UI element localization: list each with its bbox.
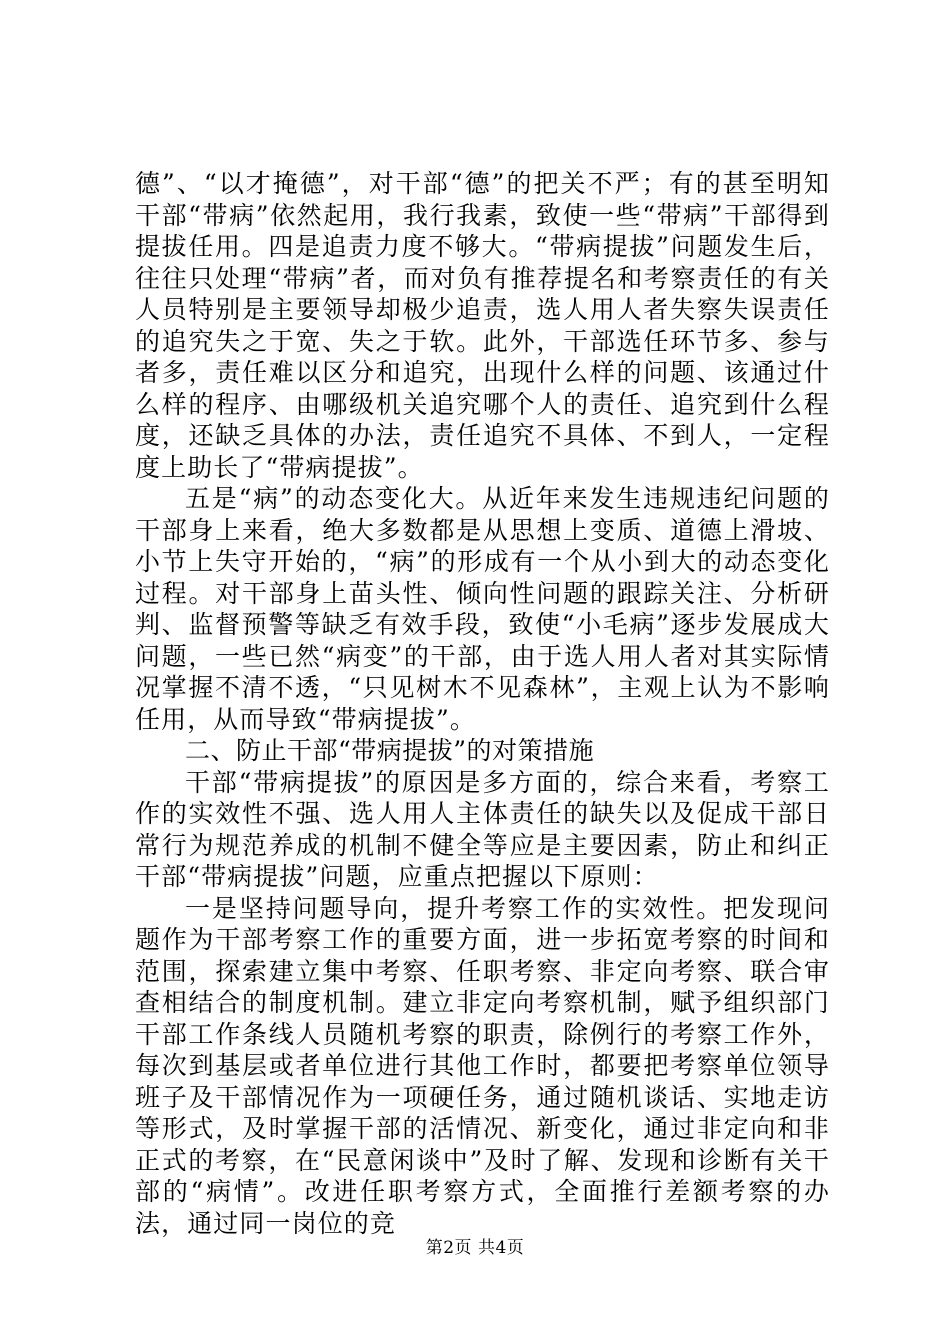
- paragraph-dynamic-change: 五是“病”的动态变化大。从近年来发生违规违纪问题的干部身上来看，绝大多数都是从思想上变质、道德上滑坡、小节上失守开始的，“病”的形成有一个从小到大的动态变化过程。对干部身上苗头性、倾向性问题的跟踪关注、分析研判、监督预警等缺乏有效手段，致使“小毛病”逐步发展成大问题，一些已然“病变”的干部，由于选人用人者对其实际情况掌握不清不透，“只见树木不见森林”，主观上认为不影响任用，从而导致“带病提拔”。: [135, 484, 830, 734]
- page-footer: 第2页 共4页: [425, 1238, 525, 1258]
- document-body: [135, 168, 830, 1239]
- paragraph-measure-one: 一是坚持问题导向，提升考察工作的实效性。把发现问题作为干部考察工作的重要方面，进一步拓宽考察的时间和范围，探索建立集中考察、任职考察、非定向考察、联合审查相结合的制度机制。建立非定向考察机制，赋予组织部门干部工作条线人员随机考察的职责，除例行的考察工作外，每次到基层或者单位进行其他工作时，都要把考察单位领导班子及干部情况作为一项硬任务，通过随机谈话、实地走访等形式，及时掌握干部的活情况、新变化，通过非定向和非正式的考察，在“民意闲谈中”及时了解、发现和诊断有关干部的“病情”。改进任职考察方式，全面推行差额考察的办法，通过同一岗位的竞: [135, 893, 830, 1238]
- paragraph-continuation: 德”、“以才掩德”，对干部“德”的把关不严；有的甚至明知干部“带病”依然起用，我行我素，致使一些“带病”干部得到提拔任用。四是追责力度不够大。“带病提拔”问题发生后，往往只处理“带病”者，而对负有推荐提名和考察责任的有关人员特别是主要领导却极少追责，选人用人者失察失误责任的追究失之于宽、失之于软。此外，干部选任环节多、参与者多，责任难以区分和追究，出现什么样的问题、该通过什么样的程序、由哪级机关追究哪个人的责任、追究到什么程度，还缺乏具体的办法，责任追究不具体、不到人，一定程度上助长了“带病提拔”。: [135, 169, 830, 482]
- section-heading: 二、防止干部“带病提拔”的对策措施: [185, 736, 595, 765]
- paragraph-causes: 干部“带病提拔”的原因是多方面的，综合来看，考察工作的实效性不强、选人用人主体责任的缺失以及促成干部日常行为规范养成的机制不健全等应是主要因素，防止和纠正干部“带病提拔”问题，应重点把握以下原则：: [135, 767, 830, 891]
